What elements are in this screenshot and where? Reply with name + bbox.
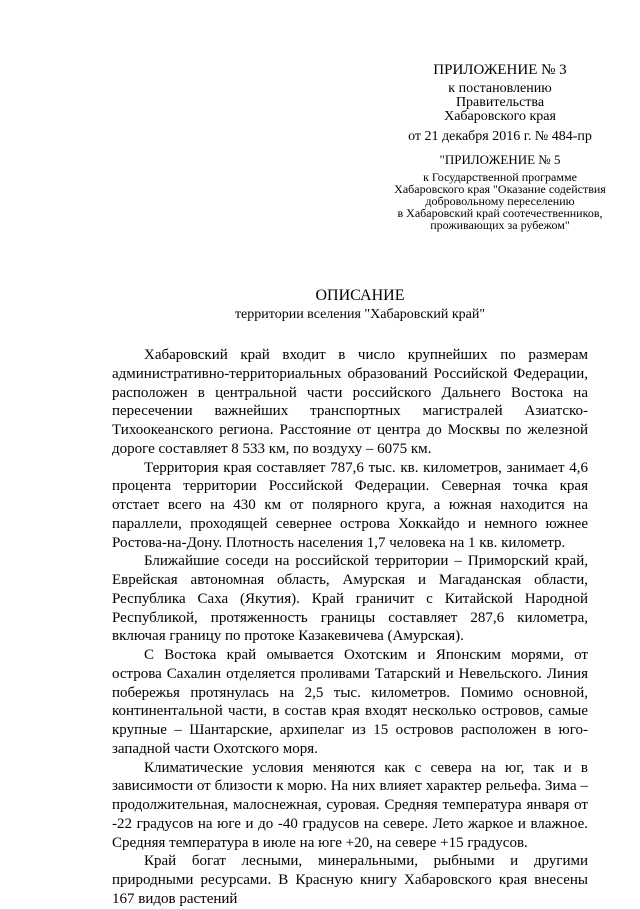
body-paragraph: Край богат лесными, минеральными, рыбными и другими природными ресурсами. В Красную книгу Хабаровского края внесены 167 видов растений bbox=[112, 853, 588, 907]
appendix-5-line: к Государственной программе bbox=[423, 170, 577, 184]
appendix-3-heading: ПРИЛОЖЕНИЕ № 3 bbox=[433, 62, 567, 78]
appendix-5-block bbox=[380, 152, 620, 231]
appendix-5-line: добровольному переселению bbox=[425, 194, 575, 208]
document-title: ОПИСАНИЕ bbox=[315, 287, 405, 304]
body-paragraph: С Востока край омывается Охотским и Японским морями, от острова Сахалин отделяется проливами Татарский и Невельского. Линия побережья протянулась на 2,5 тыс. километров. Помимо основной, континентальной части, в состав края входят несколько островов, самые крупные – Шантарские, архипелаг из 15 островов расположен в юго-западной части Охотского моря. bbox=[112, 647, 588, 757]
appendix-3-date: от 21 декабря 2016 г. № 484-пр bbox=[408, 129, 592, 144]
body-paragraph: Территория края составляет 787,6 тыс. кв. километров, занимает 4,6 процента территории Российской Федерации. Северная точка края отстает всего на 430 км от полярного круга, а южная находится на параллели, проходящей севернее острова Хоккайдо и немного южнее Ростова-на-Дону. Плотность населения 1,7 человека на 1 кв. километр. bbox=[112, 459, 588, 551]
appendix-3-line: Хабаровского края bbox=[444, 109, 556, 124]
appendix-5-line: в Хабаровский край соотечественников, bbox=[397, 206, 603, 220]
appendix-5-line: Хабаровского края "Оказание содействия bbox=[394, 182, 606, 196]
body-paragraph: Ближайшие соседи на российской территории – Приморский край, Еврейская автономная область, Амурская и Магаданская области, Республика Саха (Якутия). Край граничит с Китайской Народной Республикой, протяженность границы составляет 287,6 километра, включая границу по протоке Казакевичева (Амурская). bbox=[112, 553, 588, 645]
body-paragraph: Хабаровский край входит в число крупнейших по размерам административно-территориальных образований Российской Федерации, расположен в центральной части российского Дальнего Востока на пересечении важнейших транспортных магистралей Азиатско-Тихоокеанского региона. Расстояние от центра до Москвы по железной дороге составляет 8 533 км, по воздуху – 6075 км. bbox=[112, 347, 588, 457]
appendix-3-line: к постановлению bbox=[448, 81, 552, 96]
document-subtitle: территории вселения "Хабаровский край" bbox=[234, 307, 486, 322]
appendix-3-block bbox=[380, 61, 620, 144]
appendix-3-line: Правительства bbox=[455, 95, 545, 110]
body-paragraph: Климатические условия меняются как с севера на юг, так и в зависимости от близости к морю. На них влияет характер рельефа. Зима – продолжительная, малоснежная, суровая. Средняя температура января от -22 градусов на юге и до -40 градусов на севере. Лето жаркое и влажное. Средняя температура в июле на юге +20, на севере +15 градусов. bbox=[112, 759, 588, 851]
document-body bbox=[112, 346, 588, 909]
appendix-5-line: проживающих за рубежом" bbox=[430, 218, 570, 232]
appendix-5-heading: "ПРИЛОЖЕНИЕ № 5 bbox=[439, 152, 561, 167]
